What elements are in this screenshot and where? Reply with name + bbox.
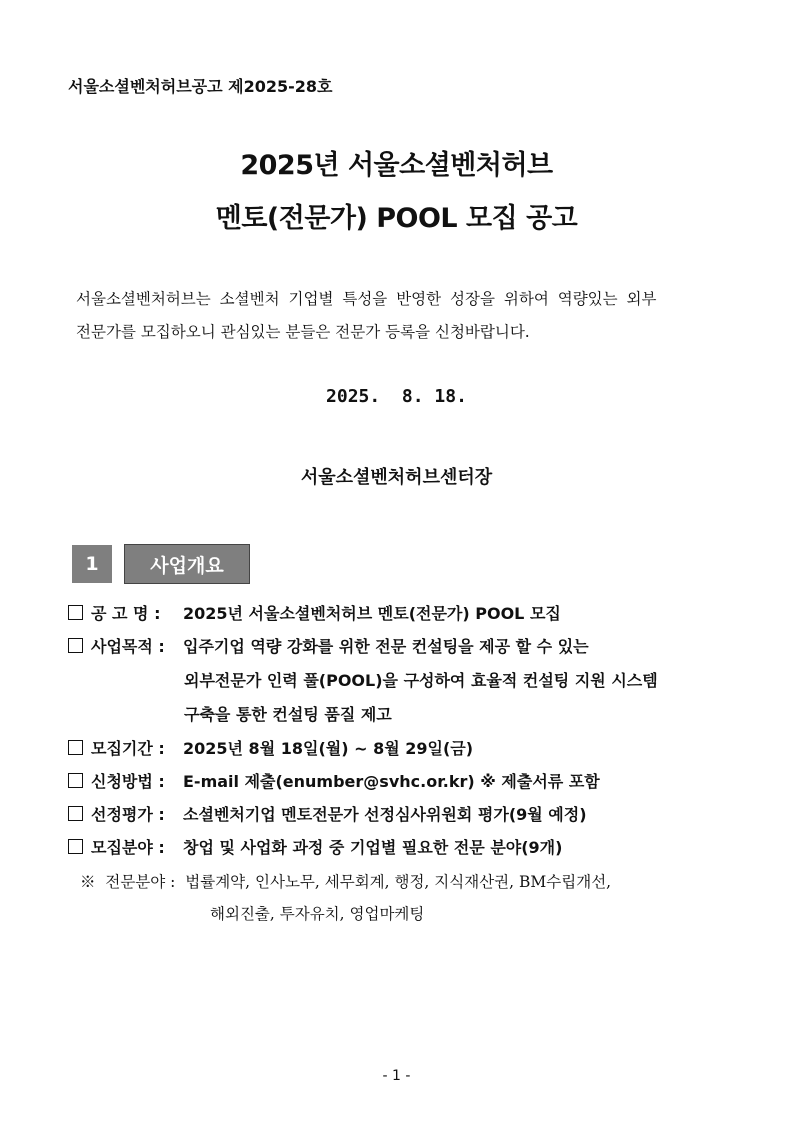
checkbox-square-icon (68, 839, 83, 854)
checkbox-square-icon (68, 605, 83, 620)
item-label: 선정평가 : (91, 805, 165, 824)
section-number-badge: 1 (72, 545, 112, 583)
purpose-line2: 외부전문가 인력 풀(POOL)을 구성하여 효율적 컨설팅 지원 시스템 (184, 671, 658, 690)
purpose-line3: 구축을 통한 컨설팅 품질 제고 (184, 705, 392, 724)
intro-line2: 전문가를 모집하오니 관심있는 분들은 전문가 등록을 신청바랍니다. (76, 323, 530, 341)
item-label: 모집기간 : (91, 739, 165, 758)
section-title-badge: 사업개요 (124, 544, 250, 584)
page-title-line1: 2025년 서울소셜벤처허브 (240, 150, 553, 181)
checkbox-square-icon (68, 773, 83, 788)
notice-number: 서울소셜벤처허브공고 제2025-28호 (68, 77, 333, 96)
item-text: E-mail 제출(enumber@svhc.or.kr) ※ 제출서류 포함 (183, 772, 600, 791)
item-text: 창업 및 사업화 과정 중 기업별 필요한 전문 분야(9개) (183, 838, 563, 857)
item-text: 소셜벤처기업 멘토전문가 선정심사위원회 평가(9월 예정) (183, 805, 587, 824)
item-label: 모집분야 : (91, 838, 165, 857)
issuer-name: 서울소셜벤처허브센터장 (300, 467, 493, 488)
item-text: 입주기업 역량 강화를 위한 전문 컨설팅을 제공 할 수 있는 (183, 637, 589, 656)
item-label: 공 고 명 : (91, 604, 161, 623)
page-number: - 1 - (382, 1068, 411, 1084)
intro-line1: 서울소셜벤처허브는 소셜벤처 기업별 특성을 반영한 성장을 위하여 역량있는 외부 (76, 290, 657, 308)
note-line1: ※ 전문분야 : 법률계약, 인사노무, 세무회계, 행정, 지식재산권, BM수립개선, (80, 873, 612, 891)
checkbox-square-icon (68, 638, 83, 653)
item-text: 2025년 서울소셜벤처허브 멘토(전문가) POOL 모집 (183, 604, 561, 623)
item-purpose (68, 634, 589, 657)
note-line2: 해외진출, 투자유치, 영업마케팅 (210, 905, 425, 923)
item-label: 사업목적 : (91, 637, 165, 656)
item-apply-method (68, 769, 600, 792)
item-fields (68, 835, 562, 858)
item-text: 2025년 8월 18일(월) ~ 8월 29일(금) (183, 739, 474, 758)
item-evaluation (68, 802, 587, 825)
checkbox-square-icon (68, 806, 83, 821)
item-notice-name (68, 601, 561, 624)
notice-date: 2025. 8. 18. (326, 386, 467, 407)
item-period (68, 736, 473, 759)
page-title-line2: 멘토(전문가) POOL 모집 공고 (215, 203, 578, 234)
checkbox-square-icon (68, 740, 83, 755)
item-label: 신청방법 : (91, 772, 165, 791)
